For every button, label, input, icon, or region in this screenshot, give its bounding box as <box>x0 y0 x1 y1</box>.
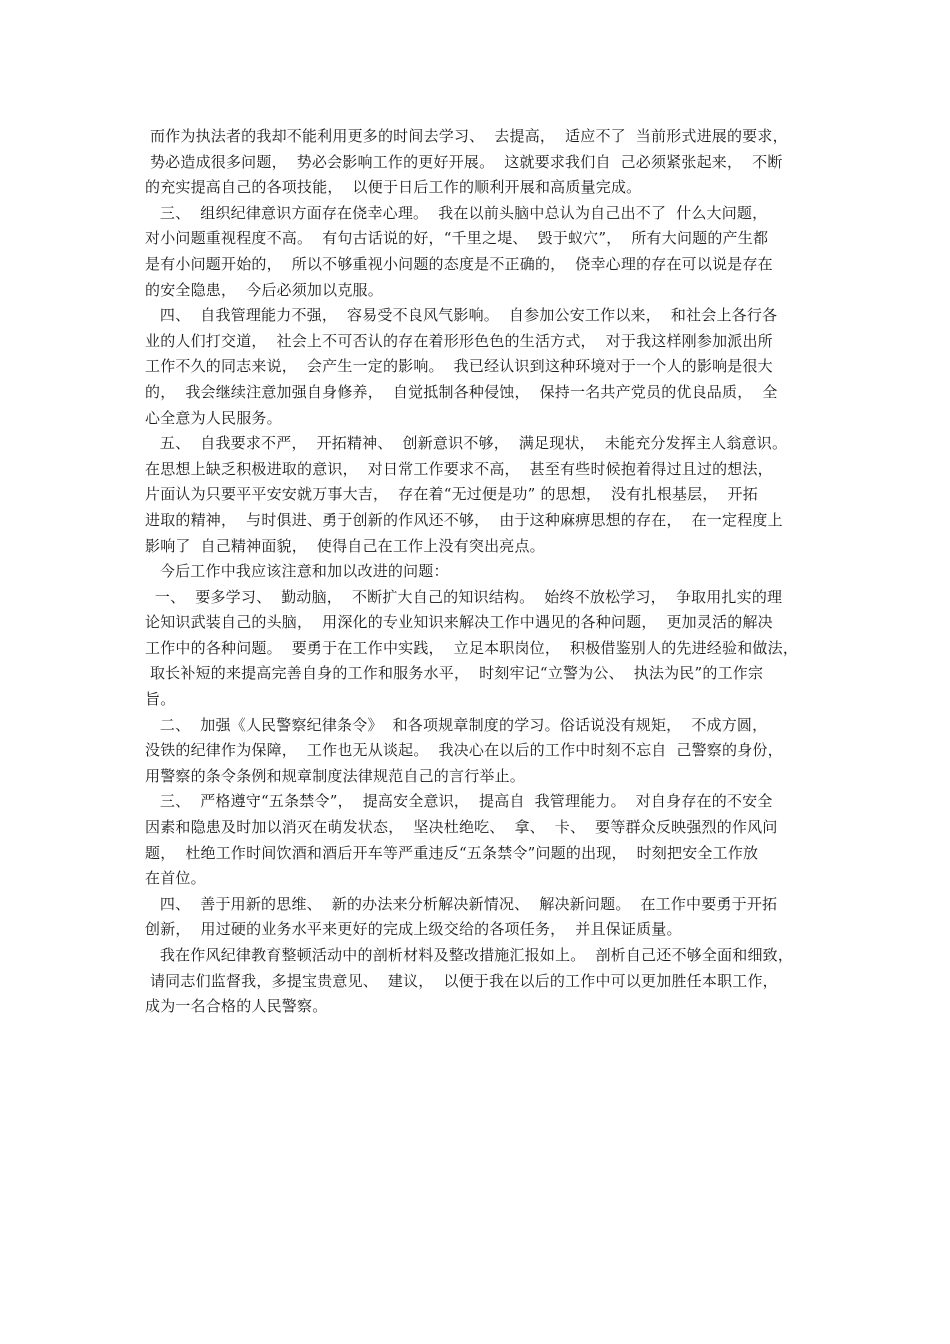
text-line: 的安全隐患， 今后必须加以克服。 <box>145 280 383 299</box>
text-line: 势必造成很多问题， 势必会影响工作的更好开展。 这就要求我们自 己必须紧张起来， 不断 <box>145 152 783 171</box>
text-line: 的， 我会继续注意加强自身修养， 自觉抵制各种侵蚀， 保持一名共产党员的优良品质， 全 <box>145 382 778 401</box>
text-line: 因素和隐患及时加以消灭在萌发状态， 坚决杜绝吃、 拿、 卡、 要等群众反映强烈的作风问 <box>145 818 778 837</box>
text-line: 取长补短的来提高完善自身的工作和服务水平， 时刻牢记“立警为公、 执法为民”的工作宗 <box>145 664 764 683</box>
text-line: 工作不久的同志来说， 会产生一定的影响。 我已经认识到这种环境对于一个人的影响是很大 <box>145 357 773 376</box>
text-line: 论知识武装自己的头脑， 用深化的专业知识来解决工作中遇见的各种问题， 更加灵活的解决 <box>145 613 773 632</box>
text-line: 二、 加强《人民警察纪律条令》 和各项规章制度的学习。俗话说没有规矩， 不成方圆， <box>145 715 768 734</box>
text-line: 我在作风纪律教育整顿活动中的剖析材料及整改措施汇报如上。 剖析自己还不够全面和细致， <box>145 946 794 964</box>
text-line: 三、 严格遵守“五条禁令”， 提高安全意识， 提高自 我管理能力。 对自身存在的不安全 <box>145 792 773 811</box>
text-line: 五、 自我要求不严， 开拓精神、 创新意识不够， 满足现状， 未能充分发挥主人翁意识。 <box>145 434 788 453</box>
text-line: 今后工作中我应该注意和加以改进的问题： <box>145 562 449 581</box>
text-line: 进取的精神， 与时俱进、勇于创新的作风还不够， 由于这种麻痹思想的存在， 在一定程度上 <box>145 510 783 529</box>
body-text <box>145 124 817 1020</box>
text-line: 在思想上缺乏积极进取的意识， 对日常工作要求不高， 甚至有些时候抱着得过且过的想法， <box>145 459 773 478</box>
text-line: 工作中的各种问题。 要勇于在工作中实践， 立足本职岗位， 积极借鉴别人的先进经验和做法， <box>145 638 799 657</box>
text-line: 请同志们监督我，多提宝贵意见、 建议， 以便于我在以后的工作中可以更加胜任本职工作， <box>145 971 778 990</box>
text-line: 的充实提高自己的各项技能， 以便于日后工作的顺利开展和高质量完成。 <box>145 178 642 197</box>
text-line: 成为一名合格的人民警察。 <box>145 997 328 1016</box>
text-line: 旨。 <box>145 690 176 709</box>
text-line: 业的人们打交道， 社会上不可否认的存在着形形色色的生活方式， 对于我这样刚参加派出所 <box>145 331 773 350</box>
text-line: 影响了 自己精神面貌， 使得自己在工作上没有突出亮点。 <box>145 536 545 555</box>
text-line: 是有小问题开始的， 所以不够重视小问题的态度是不正确的， 侥幸心理的存在可以说是存在 <box>145 254 773 273</box>
text-line: 没铁的纪律作为保障， 工作也无从谈起。 我决心在以后的工作中时刻不忘自 己警察的身份， <box>145 741 783 760</box>
text-line: 心全意为人民服务。 <box>145 408 282 427</box>
text-line: 片面认为只要平平安安就万事大吉， 存在着“无过便是功” 的思想， 没有扎根基层， 开拓 <box>145 485 758 504</box>
text-line: 而作为执法者的我却不能利用更多的时间去学习、 去提高， 适应不了 当前形式进展的要求， <box>145 127 788 145</box>
text-line: 一、 要多学习、 勤动脑， 不断扩大自己的知识结构。 始终不放松学习， 争取用扎实的理 <box>145 587 783 606</box>
text-line: 三、 组织纪律意识方面存在侥幸心理。 我在以前头脑中总认为自己出不了 什么大问题， <box>145 203 768 222</box>
text-line: 四、 善于用新的思维、 新的办法来分析解决新情况、 解决新问题。 在工作中要勇于开拓 <box>145 894 778 913</box>
text-line: 在首位。 <box>145 869 206 888</box>
text-line: 题， 杜绝工作时间饮酒和酒后开车等严重违反“五条禁令”问题的出现， 时刻把安全工作放 <box>145 843 759 862</box>
text-line: 对小问题重视程度不高。 有句古话说的好，“千里之堤、 毁于蚁穴”， 所有大问题的产生都 <box>145 229 769 248</box>
text-line: 创新， 用过硬的业务水平来更好的完成上级交给的各项任务， 并且保证质量。 <box>145 920 682 939</box>
text-line: 四、 自我管理能力不强， 容易受不良风气影响。 自参加公安工作以来， 和社会上各行各 <box>145 306 778 325</box>
text-line: 用警察的条令条例和规章制度法律规范自己的言行举止。 <box>145 766 526 785</box>
